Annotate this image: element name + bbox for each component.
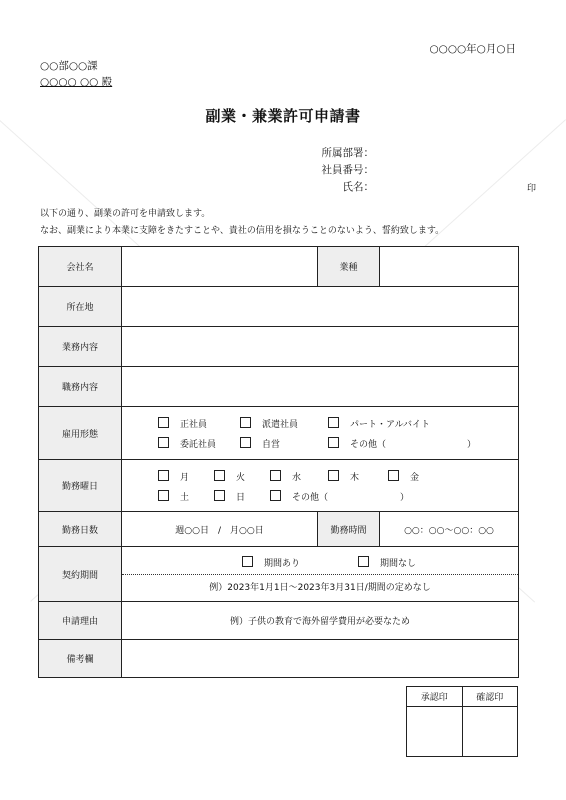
checkbox[interactable] xyxy=(240,437,251,448)
approval-stamps xyxy=(406,686,518,757)
page-title: 副業・兼業許可申請書 xyxy=(205,107,361,125)
intro-line-2: なお、副業により本業に支障をきたすことや、貴社の信用を損なうことのないよう、誓約致します。 xyxy=(40,226,445,236)
contract-option[interactable]: 期間あり xyxy=(242,556,300,569)
employee-id-label: 社員番号： xyxy=(321,164,374,176)
address-field[interactable] xyxy=(122,287,519,327)
weekday-option[interactable]: 日 xyxy=(214,490,245,503)
work-days-value[interactable]: 週○○日 / 月○○日 xyxy=(122,512,318,547)
checkbox[interactable] xyxy=(388,470,399,481)
duties-label: 職務内容 xyxy=(39,367,122,407)
weekday-option[interactable]: 木 xyxy=(328,470,359,483)
checkbox[interactable] xyxy=(328,470,339,481)
reason-value[interactable]: 例）子供の教育で海外留学費用が必要なため xyxy=(122,602,519,640)
weekday-option[interactable]: 月 xyxy=(158,470,189,483)
checkbox[interactable] xyxy=(328,417,339,428)
seal-mark: 印 xyxy=(527,184,537,194)
contract-label: 契約期間 xyxy=(39,547,122,602)
weekday-option[interactable]: 金 xyxy=(388,470,419,483)
duties-field[interactable] xyxy=(122,367,519,407)
checkbox[interactable] xyxy=(270,470,281,481)
application-form xyxy=(38,246,519,678)
intro-line-1: 以下の通り、副業の許可を申請致します。 xyxy=(40,209,211,219)
employment-label: 雇用形態 xyxy=(39,407,122,460)
reason-label: 申請理由 xyxy=(39,602,122,640)
checkbox[interactable] xyxy=(240,417,251,428)
approve-stamp-box[interactable] xyxy=(407,707,463,757)
contract-option[interactable]: 期間なし xyxy=(358,556,416,569)
industry-label: 業種 xyxy=(318,247,380,287)
employment-option[interactable]: パート・アルバイト xyxy=(328,417,430,430)
contract-cell xyxy=(122,547,519,602)
name-label: 氏名： xyxy=(342,181,374,193)
checkbox[interactable] xyxy=(158,490,169,501)
work-hours-label: 勤務時間 xyxy=(318,512,380,547)
contract-example: 例）2023年1月1日〜2023年3月31日/期間の定めなし xyxy=(122,574,518,601)
work-days-label: 勤務日数 xyxy=(39,512,122,547)
company-label: 会社名 xyxy=(39,247,122,287)
employment-option[interactable]: 自営 xyxy=(240,437,280,450)
approve-stamp-label: 承認印 xyxy=(407,687,463,707)
employment-options xyxy=(122,407,519,460)
confirm-stamp-label: 確認印 xyxy=(462,687,518,707)
checkbox[interactable] xyxy=(214,490,225,501)
checkbox[interactable] xyxy=(158,417,169,428)
work-hours-value[interactable]: ○○：○○〜○○：○○ xyxy=(380,512,519,547)
checkbox[interactable] xyxy=(214,470,225,481)
checkbox[interactable] xyxy=(158,437,169,448)
address-label: 所在地 xyxy=(39,287,122,327)
checkbox[interactable] xyxy=(158,470,169,481)
business-field[interactable] xyxy=(122,327,519,367)
employment-option[interactable]: 正社員 xyxy=(158,417,207,430)
business-label: 業務内容 xyxy=(39,327,122,367)
weekday-option[interactable]: その他（ ） xyxy=(270,490,409,503)
weekday-label: 勤務曜日 xyxy=(39,460,122,512)
checkbox[interactable] xyxy=(242,556,253,567)
remarks-field[interactable] xyxy=(122,640,519,678)
weekday-option[interactable]: 火 xyxy=(214,470,245,483)
weekday-option[interactable]: 水 xyxy=(270,470,301,483)
dept-label: 所属部署： xyxy=(321,147,374,159)
employment-option[interactable]: その他（ ） xyxy=(328,437,476,450)
checkbox[interactable] xyxy=(358,556,369,567)
remarks-label: 備考欄 xyxy=(39,640,122,678)
employment-option[interactable]: 派遣社員 xyxy=(240,417,298,430)
weekday-options xyxy=(122,460,519,512)
addressee: ○○○○ ○○ 殿 xyxy=(40,76,113,88)
date: ○○○○年○月○日 xyxy=(429,43,516,55)
company-field[interactable] xyxy=(122,247,318,287)
weekday-option[interactable]: 土 xyxy=(158,490,189,503)
industry-field[interactable] xyxy=(380,247,519,287)
department: ○○部○○課 xyxy=(40,60,98,72)
checkbox[interactable] xyxy=(270,490,281,501)
confirm-stamp-box[interactable] xyxy=(462,707,518,757)
checkbox[interactable] xyxy=(328,437,339,448)
employment-option[interactable]: 委託社員 xyxy=(158,437,216,450)
